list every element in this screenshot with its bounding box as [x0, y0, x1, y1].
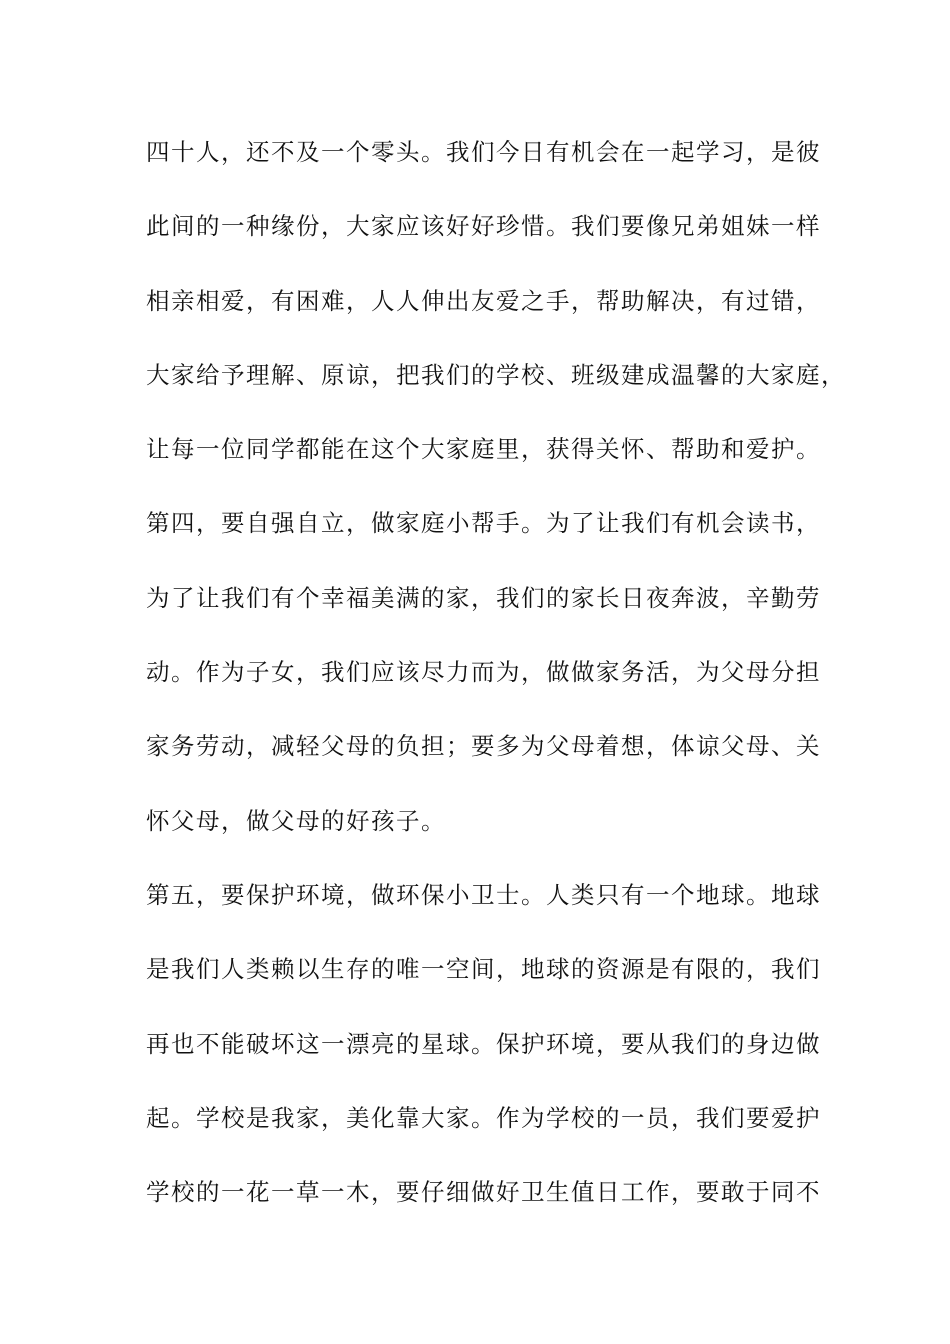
text-line: 此间的一种缘份，大家应该好好珍惜。我们要像兄弟姐妹一样: [146, 212, 821, 241]
text-line: 是我们人类赖以生存的唯一空间，地球的资源是有限的，我们: [146, 955, 821, 984]
text-line: 大家给予理解、原谅，把我们的学校、班级建成温馨的大家庭，: [146, 360, 846, 389]
text-line: 让每一位同学都能在这个大家庭里，获得关怀、帮助和爱护。: [146, 435, 821, 464]
text-line: 再也不能破坏这一漂亮的星球。保护环境，要从我们的身边做: [146, 1029, 821, 1058]
text-line: 动。作为子女，我们应该尽力而为，做做家务活，为父母分担: [146, 658, 821, 687]
paragraph-start-line: 第五，要保护环境，做环保小卫士。人类只有一个地球。地球: [146, 880, 821, 909]
body-text: [146, 128, 846, 1242]
text-line: 家务劳动，减轻父母的负担；要多为父母着想，体谅父母、关: [146, 732, 821, 761]
text-line: 四十人，还不及一个零头。我们今日有机会在一起学习，是彼: [146, 138, 821, 166]
text-line: 起。学校是我家，美化靠大家。作为学校的一员，我们要爱护: [146, 1103, 821, 1132]
text-line: 学校的一花一草一木，要仔细做好卫生值日工作，要敢于同不: [146, 1178, 821, 1207]
text-line: 相亲相爱，有困难，人人伸出友爱之手，帮助解决，有过错，: [146, 286, 821, 315]
paragraph-start-line: 第四，要自强自立，做家庭小帮手。为了让我们有机会读书，: [146, 509, 821, 538]
text-line: 为了让我们有个幸福美满的家，我们的家长日夜奔波，辛勤劳: [146, 583, 821, 612]
text-line: 怀父母，做父母的好孩子。: [146, 806, 446, 835]
